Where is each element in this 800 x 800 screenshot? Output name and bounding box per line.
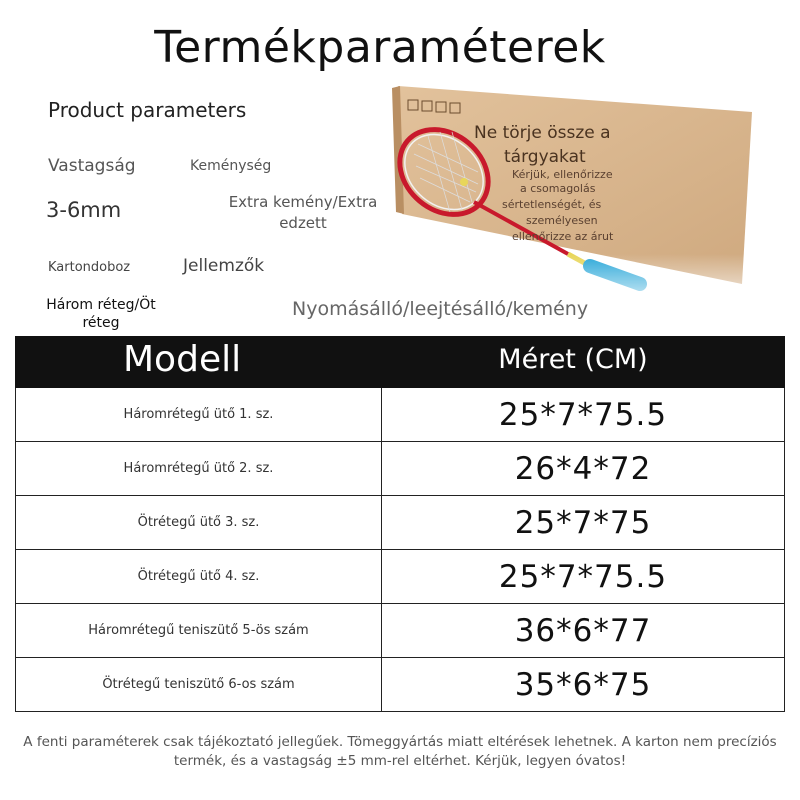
thickness-value: 3-6mm — [46, 198, 122, 222]
box-small-2: a csomagolás — [520, 182, 596, 195]
table-row — [15, 658, 785, 712]
header-size: Méret (CM) — [498, 344, 648, 375]
row-size: 25*7*75 — [514, 504, 652, 541]
row-size: 25*7*75.5 — [498, 558, 668, 595]
box-small-3: sértetlenségét, és — [502, 198, 602, 211]
row-model: Háromrétegű ütő 1. sz. — [16, 388, 382, 441]
box-small-5: ellenőrizze az árut — [512, 230, 614, 243]
row-model: Háromrétegű teniszütő 5-ös szám — [16, 604, 382, 657]
table-row — [15, 388, 785, 442]
table-row — [15, 604, 785, 658]
table-row — [15, 496, 785, 550]
table-row — [15, 442, 785, 496]
material-value: Három réteg/Öt réteg — [46, 297, 156, 331]
box-message-line1: Ne törje össze a — [474, 123, 611, 143]
table-header — [15, 336, 785, 388]
hardness-label: Keménység — [190, 158, 272, 174]
disclaimer-note: A fenti paraméterek csak tájékoztató jellegűek. Tömeggyártás miatt eltérések lehetnek. A karton nem precíziós termék, és a vastagság ±5 mm-rel eltérhet. Kérjük, legyen óvatos! — [23, 734, 777, 769]
row-size: 25*7*75.5 — [498, 396, 668, 433]
row-model: Ötrétegű ütő 4. sz. — [16, 550, 382, 603]
row-size: 26*4*72 — [514, 450, 652, 487]
table-row — [15, 550, 785, 604]
page-title: Termékparaméterek — [154, 22, 606, 73]
row-model: Háromrétegű ütő 2. sz. — [16, 442, 382, 495]
subtitle: Product parameters — [48, 98, 247, 122]
row-size: 36*6*77 — [514, 612, 652, 649]
product-image — [392, 84, 760, 314]
row-model: Ötrétegű ütő 3. sz. — [16, 496, 382, 549]
header-model: Modell — [123, 339, 242, 380]
material-label: Kartondoboz — [48, 260, 131, 275]
thickness-label: Vastagság — [48, 156, 136, 176]
hardness-value: Extra kemény/Extra edzett — [228, 193, 378, 232]
box-small-4: személyesen — [526, 214, 598, 227]
box-message-line2: tárgyakat — [504, 147, 586, 167]
row-model: Ötrétegű teniszütő 6-os szám — [16, 658, 382, 711]
features-value: Nyomásálló/leejtésálló/kemény — [292, 298, 589, 320]
features-label: Jellemzők — [183, 256, 265, 276]
box-small-1: Kérjük, ellenőrizze — [512, 168, 613, 181]
row-size: 35*6*75 — [514, 666, 652, 703]
size-table — [15, 336, 785, 712]
